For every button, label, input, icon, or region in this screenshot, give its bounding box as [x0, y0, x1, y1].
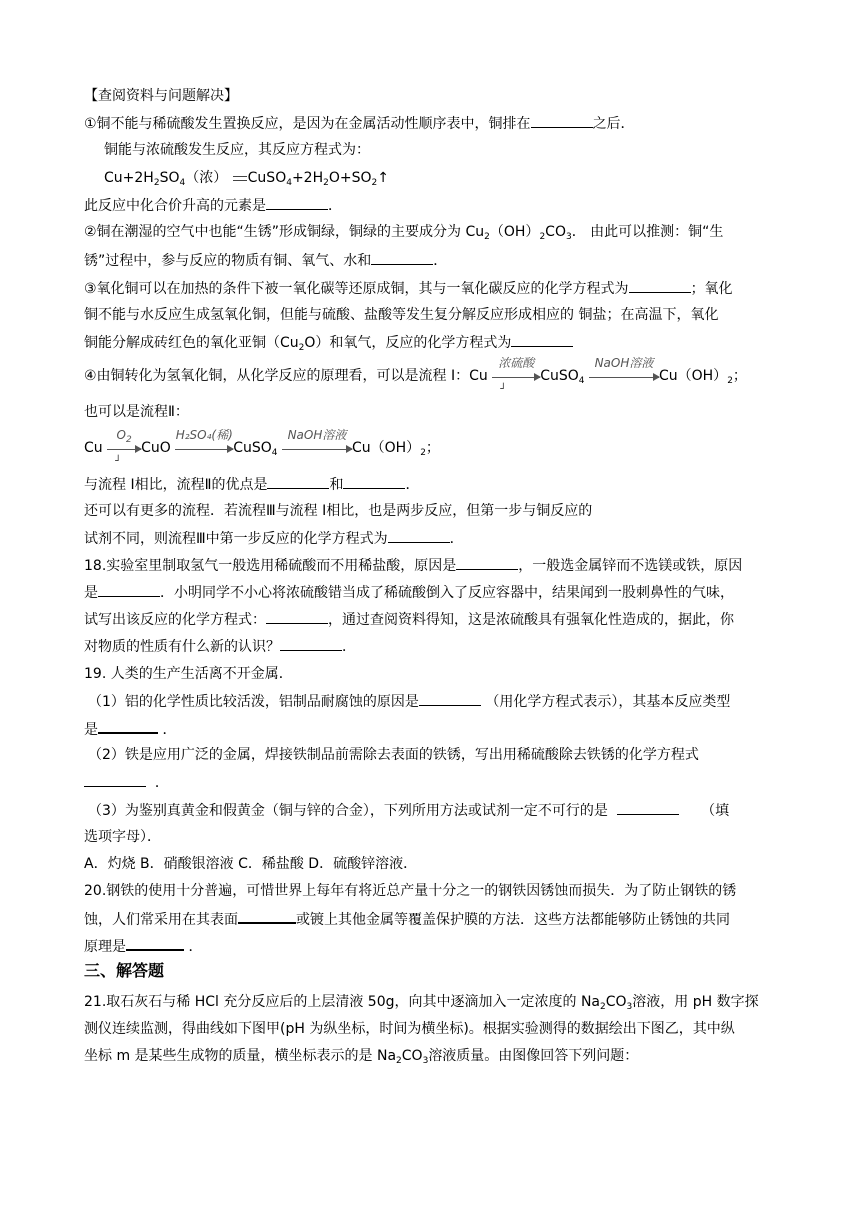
answer-blank[interactable] [266, 195, 328, 210]
reaction-arrow: 浓硫酸 ┘ [492, 366, 540, 386]
answer-blank[interactable] [126, 935, 184, 951]
answer-blank[interactable] [343, 474, 405, 489]
question-19: 19. 人类的生产生活离不开金属． [84, 666, 293, 682]
question-20: 20.钢铁的使用十分普遍，可惜世界上每年有将近总产量十分之一的钢铁因锈蚀而损失．为了防止钢铁的锈 [84, 883, 737, 899]
text-line: ③氧化铜可以在加热的条件下被一氧化碳等还原成铜，其与一氧化碳反应的化学方程式为 ；氧化 [84, 278, 733, 299]
answer-blank[interactable] [98, 582, 160, 597]
text-line: （3）为鉴别真黄金和假黄金（铜与锌的合金），下列所用方法或试剂一定不可行的是 （填 [88, 800, 729, 821]
reaction-arrow: $O_2$ ┘ [107, 438, 141, 458]
text-line: （2）铁是应用广泛的金属，焊接铁制品前需除去表面的铁锈，写出用稀硫酸除去铁锈的化学方程式 [88, 747, 699, 763]
answer-blank[interactable] [280, 636, 342, 651]
text-line: 试剂不同，则流程Ⅲ中第一步反应的化学方程式为 ． [84, 528, 464, 549]
answer-blank[interactable] [84, 772, 146, 787]
text-line: 铜能分解成砖红色的氧化亚铜$(Cu_2O)$和氧气，反应的化学方程式为 [84, 332, 573, 353]
text-line: （1）铝的化学性质比较活泼，铝制品耐腐蚀的原因是 （用化学方程式表示），其基本反应类型 [88, 691, 730, 712]
text-line: ①铜不能与稀硫酸发生置换反应，是因为在金属活动性顺序表中，铜排在 之后． [84, 113, 635, 134]
answer-blank[interactable] [388, 528, 450, 543]
text-line: 蚀，人们常采用在其表面 或镀上其他金属等覆盖保护膜的方法．这些方法都能够防止锈蚀的共同 [84, 908, 730, 930]
text-line: 是 ．小明同学不小心将浓硫酸错当成了稀硫酸倒入了反应容器中，结果闻到一股刺鼻性的气味， [84, 582, 734, 603]
text-line: 也可以是流程Ⅱ： [84, 404, 189, 420]
question-18: 18.实验室里制取氢气一般选用稀硫酸而不用稀盐酸，原因是 ，一般选金属锌而不选镁或铁，原因 [84, 555, 742, 576]
text-line: 铜能与浓硫酸发生反应，其反应方程式为： [104, 142, 370, 158]
text-line: 测仪连续监测，得曲线如下图甲(pH 为纵坐标，时间为横坐标)。根据实验测得的数据绘出下图乙，其中纵 [84, 1021, 735, 1037]
answer-blank[interactable] [456, 555, 518, 570]
text-line: 选项字母）． [84, 829, 161, 845]
answer-blank[interactable] [98, 718, 158, 734]
text-line: ②铜在潮湿的空气中也能“生锈”形成铜绿，铜绿的主要成分为 $Cu_2(OH)_2CO_3$． 由此可以推测：铜“生 [84, 224, 724, 242]
question-21: 21.取石灰石与稀 HCl 充分反应后的上层清液 50g，向其中逐滴加入一定浓度的 $Na_2CO_3$溶液，用 pH 数字探 [84, 994, 759, 1012]
text-line: 还可以有更多的流程．若流程Ⅲ与流程 Ⅰ相比，也是两步反应，但第一步与铜反应的 [84, 503, 593, 519]
text-line: 试写出该反应的化学方程式： ，通过查阅资料得知，这是浓硫酸具有强氧化性造成的，据此，你 [84, 609, 734, 630]
answer-blank[interactable] [266, 609, 328, 624]
section-heading-lookup: 【查阅资料与问题解决】 [84, 88, 238, 104]
answer-blank[interactable] [371, 250, 433, 265]
text-line: 锈”过程中，参与反应的物质有铜、氧气、水和 ． [84, 250, 447, 271]
section-heading-answers: 三、解答题 [84, 961, 165, 980]
equation-line: $Cu+2H_2SO_4$（浓） $CuSO_4+2H_2O+SO_2↑$ [104, 170, 389, 188]
flow-one-line: ④由铜转化为氢氧化铜，从化学反应的原理看，可以是流程 Ⅰ：Cu 浓硫酸 ┘ CuSO$_4$ NaOH溶液 $Cu(OH)_2$； [84, 356, 747, 395]
reaction-arrow: NaOH溶液 [282, 438, 352, 458]
answer-blank[interactable] [531, 113, 593, 128]
answer-blank[interactable] [267, 474, 329, 489]
text-line: 铜不能与水反应生成氢氧化铜，但能与硫酸、盐酸等发生复分解反应形成相应的 铜盐；在高温下，氧化 [84, 307, 719, 323]
flow-two-line: Cu $O_2$ ┘ CuO H₂SO₄(稀) CuSO$_4$ NaOH溶液 $Cu(OH)_2$； [84, 428, 440, 467]
text-line: 原理是 ． [84, 935, 202, 957]
text-line: 是 ． [84, 718, 176, 740]
answer-blank[interactable] [617, 800, 679, 815]
heat-equals-icon [232, 171, 248, 185]
text-line: 此反应中化合价升高的元素是 ． [84, 195, 342, 216]
options-line: A．灼烧 B．硝酸银溶液 C．稀盐酸 D．硫酸锌溶液． [84, 856, 418, 872]
reaction-arrow: H₂SO₄(稀) [175, 438, 233, 458]
answer-blank[interactable] [238, 908, 296, 924]
text-line: 对物质的性质有什么新的认识？ ． [84, 636, 356, 657]
text-line: ． [84, 772, 169, 793]
answer-blank[interactable] [629, 278, 691, 293]
answer-blank[interactable] [511, 332, 573, 347]
text-line: 坐标 m 是某些生成物的质量，横坐标表示的是 $Na_2CO_3$溶液质量。由图像回答下列问题： [84, 1048, 639, 1066]
answer-blank[interactable] [419, 691, 481, 706]
text-line: 与流程 Ⅰ相比，流程Ⅱ的优点是 和 ． [84, 474, 419, 495]
reaction-arrow: NaOH溶液 [589, 366, 659, 386]
